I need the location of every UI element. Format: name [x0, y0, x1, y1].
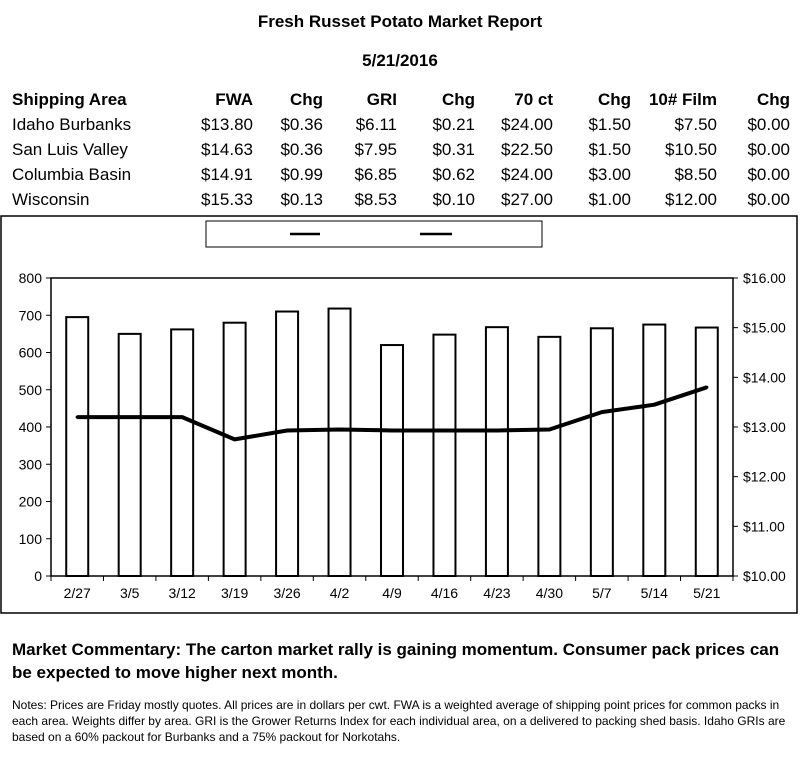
table-cell: $22.50	[501, 140, 553, 159]
line-point	[285, 429, 288, 432]
x-tick-label: 3/5	[119, 585, 140, 601]
bar	[591, 328, 613, 576]
table-cell: $8.53	[354, 190, 397, 209]
table-cell: $3.00	[588, 165, 631, 184]
table-cell: $15.33	[201, 190, 253, 209]
x-tick-label: 4/30	[535, 585, 564, 601]
table-cell: Columbia Basin	[12, 165, 132, 184]
y-left-tick-label: 400	[18, 419, 42, 435]
line-point	[495, 429, 498, 432]
table-cell: $14.63	[201, 140, 253, 159]
line-point	[600, 411, 603, 414]
table-cell: $0.36	[280, 140, 323, 159]
table-cell: $27.00	[501, 190, 553, 209]
x-tick-label: 5/7	[592, 585, 612, 601]
x-tick-label: 3/19	[220, 585, 249, 601]
table-cell: $14.91	[201, 165, 253, 184]
table-cell: $0.13	[280, 190, 323, 209]
bar	[538, 337, 560, 576]
table-cell: $7.95	[354, 140, 397, 159]
table-cell: $0.00	[747, 140, 790, 159]
table-header-cell: Chg	[441, 90, 475, 109]
table-cell: $24.00	[501, 115, 553, 134]
table-cell: $0.00	[747, 190, 790, 209]
bar	[329, 309, 351, 576]
y-right-tick-label: $15.00	[743, 319, 786, 336]
table-cell: $13.80	[201, 115, 253, 134]
bar	[171, 329, 193, 576]
bar	[66, 317, 88, 576]
x-tick-label: 2/27	[63, 585, 91, 601]
y-left-tick-label: 500	[18, 381, 42, 398]
table-cell: $0.00	[747, 165, 790, 184]
y-left-tick-label: 100	[18, 530, 42, 547]
plot-area	[19, 270, 786, 601]
bar	[119, 334, 141, 576]
y-right-tick-label: $16.00	[743, 270, 786, 286]
table-header-cell: FWA	[215, 90, 253, 109]
y-left-tick-label: 700	[18, 307, 42, 324]
y-right-tick-label: $12.00	[743, 468, 786, 485]
x-tick-label: 4/23	[483, 585, 511, 601]
bar	[224, 323, 246, 576]
table-cell: $0.10	[432, 190, 475, 209]
line-point	[338, 428, 341, 431]
table-row	[12, 115, 800, 140]
table-cell: Idaho Burbanks	[12, 115, 132, 134]
line-point	[443, 429, 446, 432]
table-row	[12, 190, 800, 215]
bar	[433, 335, 455, 576]
table-cell: $6.11	[355, 115, 397, 134]
report-title: Fresh Russet Potato Market Report	[257, 12, 543, 31]
report-date: 5/21/2016	[362, 51, 438, 70]
table-cell: $0.99	[280, 165, 323, 184]
table-row	[12, 165, 800, 190]
bar	[486, 327, 508, 576]
table-header-cell: Shipping Area	[12, 90, 127, 109]
bar	[276, 312, 298, 576]
table-cell: $1.00	[588, 190, 631, 209]
y-right-tick-label: $14.00	[743, 369, 786, 386]
x-tick-label: 4/9	[382, 585, 402, 601]
table-header-cell: Chg	[597, 90, 631, 109]
line-point	[128, 415, 131, 418]
y-right-tick-label: $13.00	[743, 419, 786, 435]
bar	[696, 328, 718, 576]
table-cell: $8.50	[674, 165, 717, 184]
table-cell: $7.50	[674, 115, 717, 134]
table-header-cell: 10# Film	[648, 90, 717, 109]
y-right-tick-label: $10.00	[743, 568, 786, 584]
table-header-cell: 70 ct	[514, 90, 553, 109]
market-commentary: Market Commentary: The carton market rally is gaining momentum. Consumer pack prices can be expected to move higher next month.	[12, 640, 780, 682]
table-cell: Wisconsin	[12, 190, 90, 209]
line-point	[705, 386, 708, 389]
line-point	[76, 415, 79, 418]
y-right-tick-label: $11.00	[743, 518, 785, 535]
market-chart	[0, 215, 800, 615]
x-tick-label: 4/2	[329, 585, 350, 601]
table-cell: $0.31	[432, 140, 475, 159]
price-table	[12, 90, 800, 215]
table-header-cell: Chg	[756, 90, 790, 109]
table-cell: $12.00	[665, 190, 717, 209]
table-cell: $24.00	[501, 165, 553, 184]
line-point	[548, 428, 551, 431]
table-cell: $10.50	[665, 140, 717, 159]
y-left-tick-label: 300	[18, 456, 42, 473]
table-cell: $0.21	[432, 115, 475, 134]
x-tick-label: 3/12	[168, 585, 196, 601]
table-header-row	[12, 90, 800, 115]
y-left-tick-label: 0	[34, 568, 42, 584]
table-cell: $0.00	[747, 115, 790, 134]
y-left-tick-label: 800	[18, 270, 42, 286]
table-cell: $0.36	[280, 115, 323, 134]
line-point	[181, 415, 184, 418]
table-row	[12, 140, 800, 165]
footnotes: Notes: Prices are Friday mostly quotes. All prices are in dollars per cwt. FWA is a weighted average of shipping point prices for common packs in each area. Weights differ by area. GRI is the Grower Returns Index for each individual area, on a delivered to packing shed basis. Idaho GRIs are based on a 60% packout for Burbanks and a 75% packout for Norkotahs.	[12, 698, 786, 744]
line-point	[233, 438, 236, 441]
x-tick-label: 3/26	[273, 585, 301, 601]
table-header-cell: GRI	[366, 90, 397, 109]
bar	[381, 345, 403, 576]
table-cell: $0.62	[432, 165, 475, 184]
bar	[643, 325, 665, 576]
x-tick-label: 4/16	[430, 585, 459, 601]
y-left-tick-label: 600	[18, 344, 42, 361]
x-tick-label: 5/21	[693, 585, 721, 601]
table-header-cell: Chg	[289, 90, 323, 109]
x-tick-label: 5/14	[640, 585, 668, 601]
table-cell: San Luis Valley	[12, 140, 128, 159]
line-point	[390, 429, 393, 432]
line-point	[653, 403, 656, 406]
legend-box	[206, 221, 542, 247]
table-cell: $1.50	[588, 115, 631, 134]
table-cell: $1.50	[588, 140, 631, 159]
table-cell: $6.85	[354, 165, 397, 184]
y-left-tick-label: 200	[18, 493, 42, 510]
